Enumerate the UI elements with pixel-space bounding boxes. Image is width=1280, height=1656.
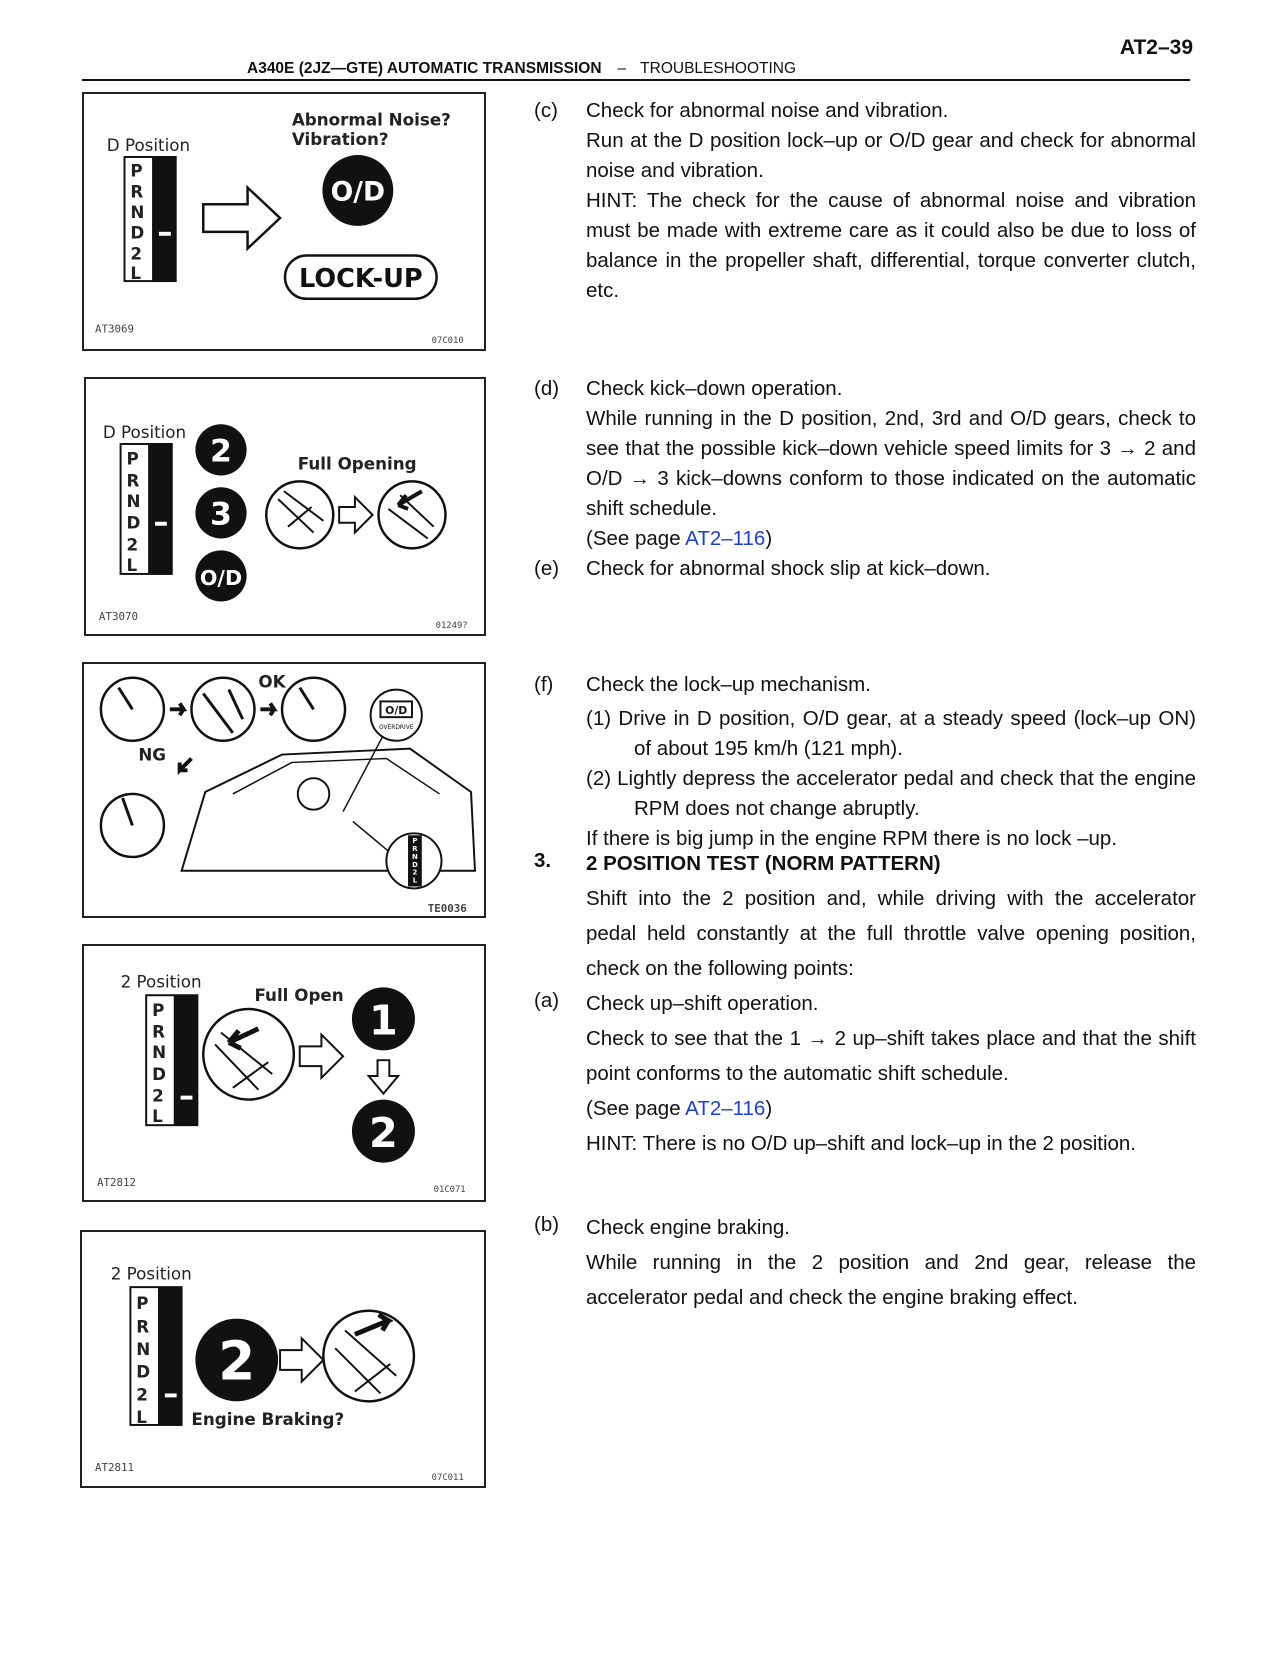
- fig4-code: AT2812: [96, 1176, 137, 1190]
- fig1-code: AT3069: [94, 322, 135, 336]
- fig4-gear-l: L: [152, 1106, 163, 1127]
- fig5-caption: Engine Braking?: [191, 1408, 345, 1429]
- fig1-gear-n: N: [130, 202, 145, 223]
- fig3-arrow-2-icon: [260, 703, 274, 715]
- item-d-see-page: [586, 524, 1196, 554]
- figure-lockup-mechanism-drawing: [84, 664, 484, 916]
- item-e-title: Check for abnormal shock slip at kick–down.: [586, 557, 991, 580]
- item-d-see-pre: (See page: [586, 527, 686, 550]
- item-f-label: (f): [534, 673, 554, 696]
- fig4-caption: Full Open: [254, 985, 344, 1006]
- fig1-gear-p: P: [130, 160, 143, 181]
- figure-upshift: [82, 944, 486, 1202]
- item-d-page-link[interactable]: AT2–116: [685, 527, 766, 550]
- fig4-ref: 01C071: [433, 1185, 466, 1196]
- figure-upshift-drawing: [84, 946, 484, 1200]
- header-separator: –: [617, 60, 627, 77]
- fig3-gear-r: R: [412, 845, 418, 854]
- item-3-label: 3.: [534, 849, 552, 872]
- item-b-title: Check engine braking.: [586, 1216, 790, 1239]
- fig2-gear-l: L: [126, 554, 138, 575]
- item-c-label: (c): [534, 99, 558, 122]
- fig3-ok-label: OK: [258, 671, 286, 692]
- fig4-arrow-right-icon: [300, 1035, 343, 1078]
- fig1-arrow-icon: [203, 188, 280, 249]
- fig1-od-badge-label: O/D: [330, 176, 386, 208]
- fig2-gear-n: N: [126, 490, 141, 511]
- item-d-body: While running in the D position, 2nd, 3rd and O/D gears, check to see that the possible kick–down vehicle speed limits for 3 → 2 and O/D → 3 kick–downs conform to those indicated on the automatic shift schedule.: [586, 407, 1196, 520]
- item-b: [534, 1210, 1196, 1315]
- fig5-shift-bar: [158, 1287, 182, 1425]
- header-rule: [82, 79, 1190, 81]
- fig2-gear-r: R: [126, 470, 140, 491]
- fig3-arrow-1-icon: [170, 703, 184, 715]
- figure-engine-braking-drawing: [82, 1232, 484, 1486]
- fig1-gear-marker: [159, 232, 171, 236]
- item-f-step-1: (1) Drive in D position, O/D gear, at a steady speed (lock–up ON) of about 195 km/h (121 mph).: [586, 707, 1196, 760]
- item-f-note: If there is big jump in the engine RPM there is no lock –up.: [586, 827, 1118, 850]
- fig1-shift-bar: [152, 157, 176, 281]
- fig4-gear-p: P: [152, 999, 165, 1020]
- fig5-gear-n: N: [136, 1339, 151, 1360]
- fig1-position-label: D Position: [106, 135, 191, 156]
- fig5-gear-d: D: [136, 1361, 151, 1382]
- fig5-gear-2: 2: [136, 1384, 148, 1405]
- item-a-hint: HINT: There is no O/D up–shift and lock–up in the 2 position.: [586, 1132, 1137, 1155]
- fig2-code: AT3070: [98, 610, 139, 624]
- fig4-gear-d: D: [152, 1063, 166, 1084]
- item-f-title: Check the lock–up mechanism.: [586, 673, 871, 696]
- page-number: AT2–39: [1119, 36, 1193, 59]
- item-3: [534, 846, 1196, 986]
- fig5-code: AT2811: [94, 1461, 135, 1475]
- fig1-gear-r: R: [130, 181, 144, 202]
- fig1-question-noise: Abnormal Noise?: [291, 109, 451, 130]
- figure-lockup-mechanism: [82, 662, 486, 918]
- fig1-gear-2: 2: [130, 243, 143, 264]
- fig4-arrow-down-icon: [369, 1060, 399, 1093]
- fig5-gear-marker: [165, 1393, 177, 1397]
- item-d-title: Check kick–down operation.: [586, 377, 843, 400]
- figure-abnormal-noise-drawing: [84, 94, 484, 349]
- item-a-see-pre: (See page: [586, 1097, 686, 1120]
- fig5-gear-p: P: [136, 1292, 149, 1313]
- fig2-gear-d: D: [126, 512, 141, 533]
- fig5-badge-2-label: 2: [218, 1330, 256, 1393]
- fig5-gear-r: R: [136, 1316, 150, 1337]
- fig3-gear-p: P: [412, 837, 418, 846]
- fig4-badge-1-label: 1: [369, 996, 398, 1045]
- fig3-gear-n: N: [412, 852, 418, 861]
- fig2-badge-2-label: 2: [210, 433, 232, 470]
- item-a-see-page: [586, 1091, 1196, 1126]
- fig3-pedal-icon: [191, 678, 254, 741]
- fig1-lockup-label: LOCK-UP: [298, 263, 423, 294]
- fig1-question-vibration: Vibration?: [291, 129, 389, 150]
- fig3-arrow-ng-icon: [180, 759, 192, 771]
- fig3-od-sub: OVERDRIVE: [378, 724, 414, 731]
- item-c-hint: HINT: The check for the cause of abnormal noise and vibration must be made with extreme care as it could also be due to loss of balance in the propeller shaft, differential, torque converter clutch, etc.: [586, 189, 1196, 302]
- section-d-e: [534, 374, 1196, 584]
- fig2-gear-2: 2: [126, 534, 139, 555]
- fig4-position-label: 2 Position: [120, 971, 202, 992]
- item-e-label: (e): [534, 557, 560, 580]
- item-b-label: (b): [534, 1213, 560, 1236]
- item-a-see-post: ): [765, 1097, 773, 1120]
- fig4-gear-2: 2: [152, 1085, 164, 1106]
- fig1-gear-l: L: [130, 263, 142, 284]
- fig2-gear-marker: [155, 522, 167, 526]
- fig5-ref: 07C011: [431, 1473, 464, 1484]
- item-f-step-2: (2) Lightly depress the accelerator pedal and check that the engine RPM does not change abruptly.: [586, 767, 1196, 820]
- fig2-ref: 01249?: [435, 621, 468, 632]
- fig3-od-label: O/D: [385, 704, 408, 718]
- fig4-gear-r: R: [152, 1021, 165, 1042]
- item-c-title: Check for abnormal noise and vibration.: [586, 99, 949, 122]
- fig3-gear-l: L: [412, 876, 418, 885]
- fig5-arrow-icon: [280, 1338, 323, 1381]
- fig5-position-label: 2 Position: [110, 1263, 192, 1284]
- section-f: [534, 670, 1196, 854]
- section-3: [534, 846, 1196, 1161]
- item-e: [534, 554, 1196, 584]
- section-b: [534, 1210, 1196, 1315]
- item-c-body: Run at the D position lock–up or O/D gear and check for abnormal noise and vibration.: [586, 129, 1196, 182]
- item-d-label: (d): [534, 377, 560, 400]
- fig2-pedal-pressed-icon: [379, 481, 446, 548]
- fig2-position-label: D Position: [102, 422, 187, 443]
- fig3-code: TE0036: [427, 902, 467, 916]
- fig4-gear-n: N: [152, 1042, 167, 1063]
- fig2-caption: Full Opening: [297, 453, 417, 474]
- fig3-ng-label: NG: [138, 744, 167, 765]
- fig4-badge-2-label: 2: [369, 1108, 398, 1157]
- figure-abnormal-noise: [82, 92, 486, 351]
- item-a: [534, 986, 1196, 1161]
- fig2-shift-bar: [148, 444, 172, 574]
- item-a-title: Check up–shift operation.: [586, 992, 819, 1015]
- running-head: [247, 60, 796, 78]
- item-d-see-post: ): [765, 527, 773, 550]
- fig1-ref: 07C010: [431, 336, 464, 347]
- fig4-shift-bar: [174, 995, 198, 1125]
- fig5-gear-l: L: [136, 1406, 147, 1427]
- figure-kick-down: [84, 377, 486, 636]
- section-title: A340E (2JZ—GTE) AUTOMATIC TRANSMISSION: [247, 60, 602, 77]
- fig2-badge-od-label: O/D: [199, 565, 243, 590]
- fig4-gear-marker: [181, 1096, 193, 1100]
- fig3-gear-d: D: [412, 860, 418, 869]
- item-a-body: Check to see that the 1 → 2 up–shift takes place and that the shift point conforms to the automatic shift schedule.: [586, 1027, 1196, 1085]
- item-d: [534, 374, 1196, 554]
- item-3-title: 2 POSITION TEST (NORM PATTERN): [586, 852, 941, 875]
- item-c: [534, 96, 1196, 306]
- chapter-title: TROUBLESHOOTING: [640, 60, 797, 77]
- item-3-body: Shift into the 2 position and, while driving with the accelerator pedal held constantly at the full throttle valve opening position, check on the following points:: [586, 887, 1196, 980]
- item-f: [534, 670, 1196, 854]
- section-c: [534, 96, 1196, 306]
- fig3-gear-2: 2: [412, 868, 418, 877]
- item-b-body: While running in the 2 position and 2nd gear, release the accelerator pedal and check the engine braking effect.: [586, 1251, 1196, 1309]
- figure-kick-down-drawing: [86, 379, 484, 634]
- fig2-arrow-icon: [339, 497, 372, 532]
- fig2-badge-3-label: 3: [210, 496, 232, 533]
- fig2-gear-p: P: [126, 448, 139, 469]
- figure-engine-braking: [80, 1230, 486, 1488]
- fig2-pedal-released-icon: [266, 481, 333, 548]
- item-a-page-link[interactable]: AT2–116: [685, 1097, 766, 1120]
- fig5-pedal-icon: [323, 1311, 414, 1402]
- item-a-label: (a): [534, 989, 560, 1012]
- fig1-gear-d: D: [130, 222, 145, 243]
